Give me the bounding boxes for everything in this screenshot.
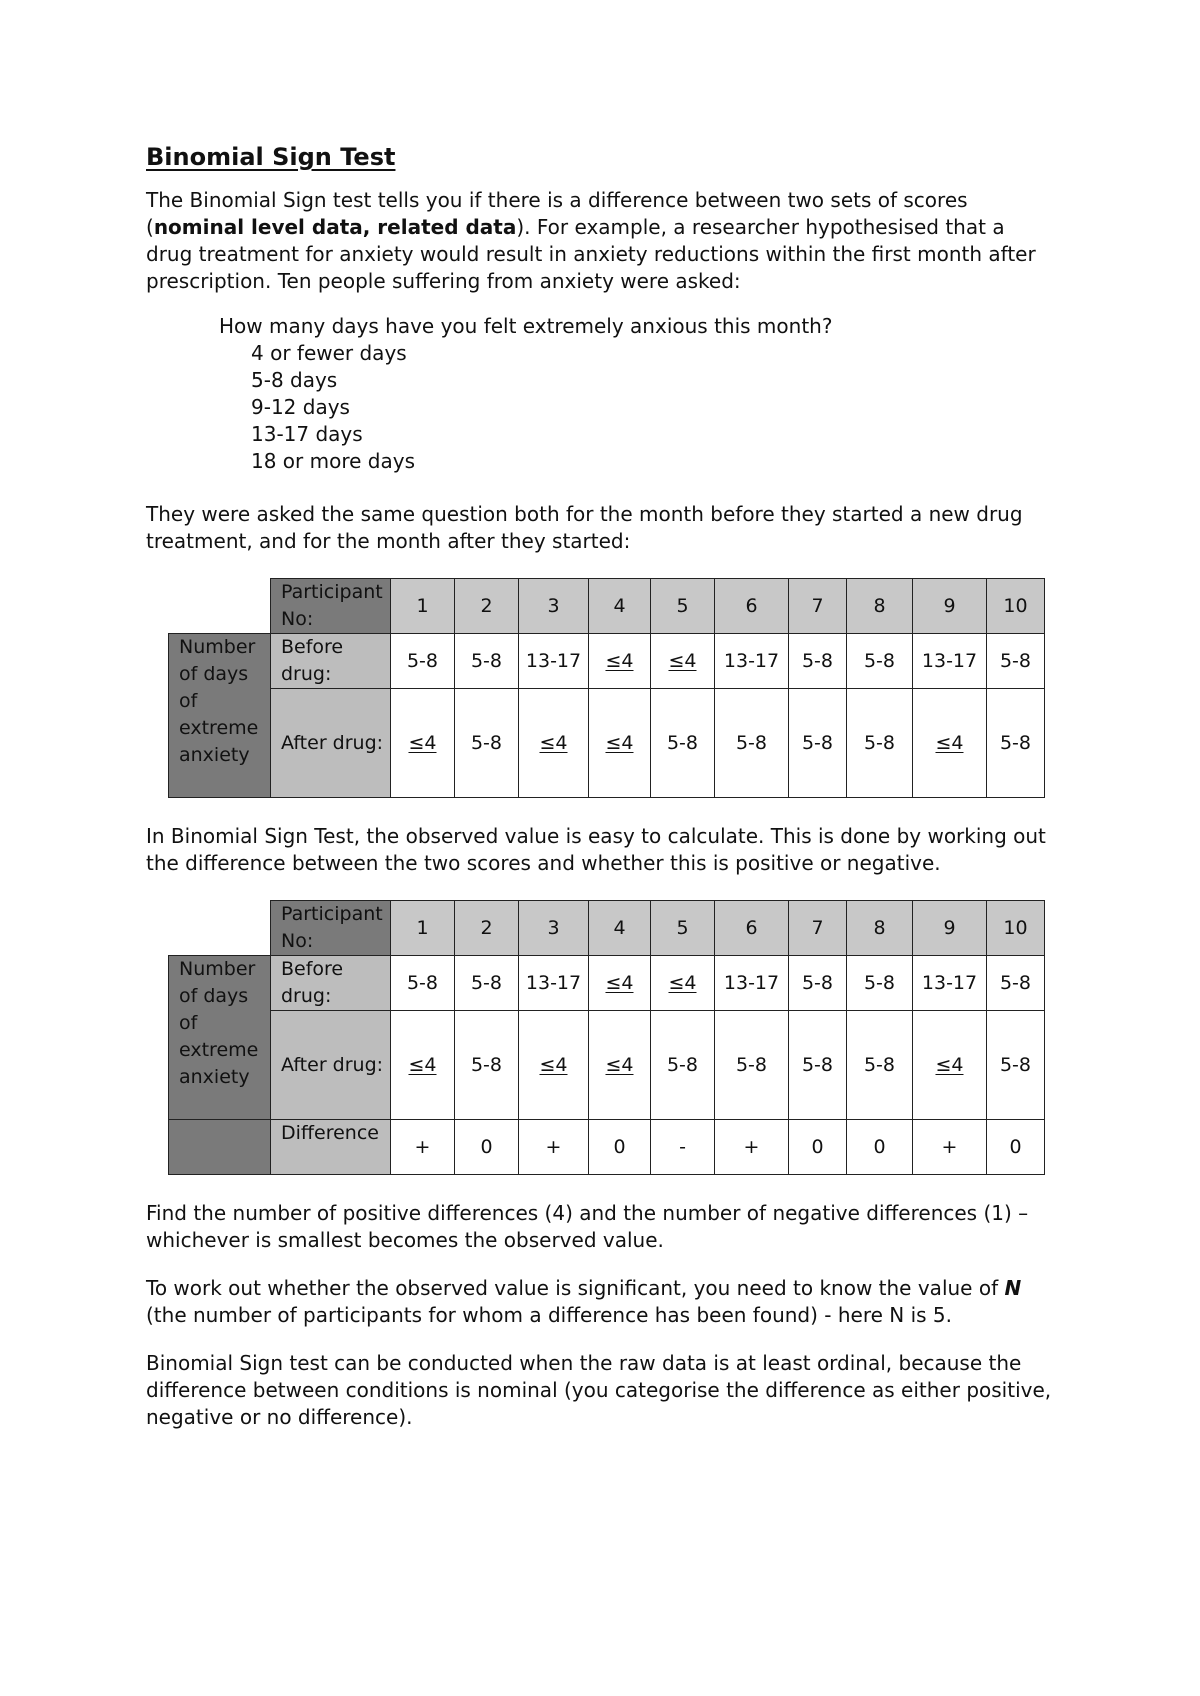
participant-number: 10 xyxy=(987,901,1045,956)
intro-bold-text: nominal level data, related data xyxy=(153,215,517,239)
participant-number: 8 xyxy=(847,579,913,634)
participant-number: 5 xyxy=(651,901,715,956)
after-cell: 5-8 xyxy=(789,689,847,798)
after-row xyxy=(169,689,1045,798)
table-header-row xyxy=(169,901,1045,956)
before-cell: 13-17 xyxy=(715,956,789,1011)
difference-cell: + xyxy=(715,1120,789,1175)
participant-number: 7 xyxy=(789,901,847,956)
before-cell: 5-8 xyxy=(455,956,519,1011)
participant-number: 10 xyxy=(987,579,1045,634)
significance-text-2: (the number of participants for whom a difference has been found) - here N is 5. xyxy=(146,1303,953,1327)
after-cell: ≤4 xyxy=(391,1011,455,1120)
participant-number: 2 xyxy=(455,901,519,956)
after-cell: ≤4 xyxy=(519,689,589,798)
row-group-label: Number of days of extreme anxiety xyxy=(169,634,271,798)
before-cell: 5-8 xyxy=(391,634,455,689)
participant-number: 6 xyxy=(715,901,789,956)
empty-cell xyxy=(169,901,271,956)
difference-row xyxy=(169,1120,1045,1175)
survey-question: How many days have you felt extremely anxious this month? xyxy=(219,314,833,338)
count-paragraph: Find the number of positive differences (4) and the number of negative differences (1) – whichever is smallest becomes the observed value. xyxy=(146,1201,1029,1252)
n-symbol: N xyxy=(1004,1276,1022,1300)
before-cell: 5-8 xyxy=(391,956,455,1011)
before-cell: 13-17 xyxy=(715,634,789,689)
before-cell: ≤4 xyxy=(589,956,651,1011)
participant-number: 9 xyxy=(913,901,987,956)
after-cell: 5-8 xyxy=(651,1011,715,1120)
after-cell: 5-8 xyxy=(987,689,1045,798)
difference-cell: 0 xyxy=(789,1120,847,1175)
participant-number: 9 xyxy=(913,579,987,634)
option-item: 5-8 days xyxy=(251,368,338,392)
option-item: 4 or fewer days xyxy=(251,341,407,365)
participant-number: 2 xyxy=(455,579,519,634)
intro-paragraph xyxy=(146,187,1056,295)
participant-number: 7 xyxy=(789,579,847,634)
table-header-row xyxy=(169,579,1045,634)
significance-paragraph xyxy=(146,1275,1056,1329)
participant-number: 4 xyxy=(589,901,651,956)
difference-cell: - xyxy=(651,1120,715,1175)
before-cell: ≤4 xyxy=(651,634,715,689)
before-cell: ≤4 xyxy=(651,956,715,1011)
participant-number: 5 xyxy=(651,579,715,634)
after-cell: ≤4 xyxy=(519,1011,589,1120)
before-cell: 13-17 xyxy=(519,634,589,689)
after-cell: 5-8 xyxy=(847,1011,913,1120)
conditions-paragraph: Binomial Sign test can be conducted when the raw data is at least ordinal, because the difference between conditions is nominal (you categorise the difference as either positive, negative or no difference). xyxy=(146,1351,1052,1429)
participant-number: 1 xyxy=(391,579,455,634)
difference-cell: 0 xyxy=(987,1120,1045,1175)
difference-cell: + xyxy=(913,1120,987,1175)
after-cell: 5-8 xyxy=(455,1011,519,1120)
before-cell: 13-17 xyxy=(913,956,987,1011)
participant-number: 8 xyxy=(847,901,913,956)
option-item: 9-12 days xyxy=(251,395,350,419)
difference-cell: + xyxy=(391,1120,455,1175)
before-cell: 5-8 xyxy=(987,634,1045,689)
difference-table xyxy=(168,900,1045,1175)
after-cell: 5-8 xyxy=(847,689,913,798)
difference-label: Difference xyxy=(271,1120,391,1175)
before-cell: 5-8 xyxy=(847,634,913,689)
participant-number: 4 xyxy=(589,579,651,634)
before-cell: 13-17 xyxy=(519,956,589,1011)
method-paragraph: They were asked the same question both for the month before they started a new drug treatment, and for the month after they started: xyxy=(146,502,1023,553)
difference-cell: + xyxy=(519,1120,589,1175)
participant-number: 6 xyxy=(715,579,789,634)
participant-header: Participant No: xyxy=(271,901,391,956)
participant-number: 1 xyxy=(391,901,455,956)
page-title: Binomial Sign Test xyxy=(146,143,396,171)
difference-cell: 0 xyxy=(589,1120,651,1175)
observed-value-paragraph: In Binomial Sign Test, the observed value is easy to calculate. This is done by working out the difference between the two scores and whether this is positive or negative. xyxy=(146,824,1046,875)
before-label: Before drug: xyxy=(271,956,391,1011)
after-cell: ≤4 xyxy=(391,689,455,798)
after-label: After drug: xyxy=(271,1011,391,1120)
row-group-label: Number of days of extreme anxiety xyxy=(169,956,271,1120)
after-cell: ≤4 xyxy=(589,1011,651,1120)
before-label: Before drug: xyxy=(271,634,391,689)
after-row xyxy=(169,1011,1045,1120)
before-cell: 5-8 xyxy=(847,956,913,1011)
option-item: 18 or more days xyxy=(251,449,415,473)
after-cell: 5-8 xyxy=(455,689,519,798)
before-cell: 5-8 xyxy=(987,956,1045,1011)
participant-number: 3 xyxy=(519,901,589,956)
intro-text-2: ). For example, a researcher hypothesised that a drug treatment for anxiety would result in anxiety reductions within the first month after prescription. Ten people suffering from anxiety were asked: xyxy=(146,215,1036,293)
after-cell: ≤4 xyxy=(589,689,651,798)
answer-options xyxy=(251,340,415,475)
after-label: After drug: xyxy=(271,689,391,798)
significance-text-1: To work out whether the observed value is significant, you need to know the value of xyxy=(146,1276,1005,1300)
participant-header: Participant No: xyxy=(271,579,391,634)
before-cell: 5-8 xyxy=(455,634,519,689)
before-cell: 5-8 xyxy=(789,956,847,1011)
after-cell: 5-8 xyxy=(651,689,715,798)
difference-cell: 0 xyxy=(455,1120,519,1175)
participant-number: 3 xyxy=(519,579,589,634)
after-cell: 5-8 xyxy=(715,1011,789,1120)
empty-label-cell xyxy=(169,1120,271,1175)
intro-text-1: The Binomial Sign test tells you if there is a difference between two sets of scores ( xyxy=(146,188,968,239)
after-cell: 5-8 xyxy=(789,1011,847,1120)
after-cell: ≤4 xyxy=(913,1011,987,1120)
before-row xyxy=(169,956,1045,1011)
before-cell: 13-17 xyxy=(913,634,987,689)
after-cell: ≤4 xyxy=(913,689,987,798)
option-item: 13-17 days xyxy=(251,422,363,446)
empty-cell xyxy=(169,579,271,634)
before-row xyxy=(169,634,1045,689)
after-cell: 5-8 xyxy=(987,1011,1045,1120)
scores-table xyxy=(168,578,1045,798)
difference-cell: 0 xyxy=(847,1120,913,1175)
before-cell: 5-8 xyxy=(789,634,847,689)
after-cell: 5-8 xyxy=(715,689,789,798)
before-cell: ≤4 xyxy=(589,634,651,689)
